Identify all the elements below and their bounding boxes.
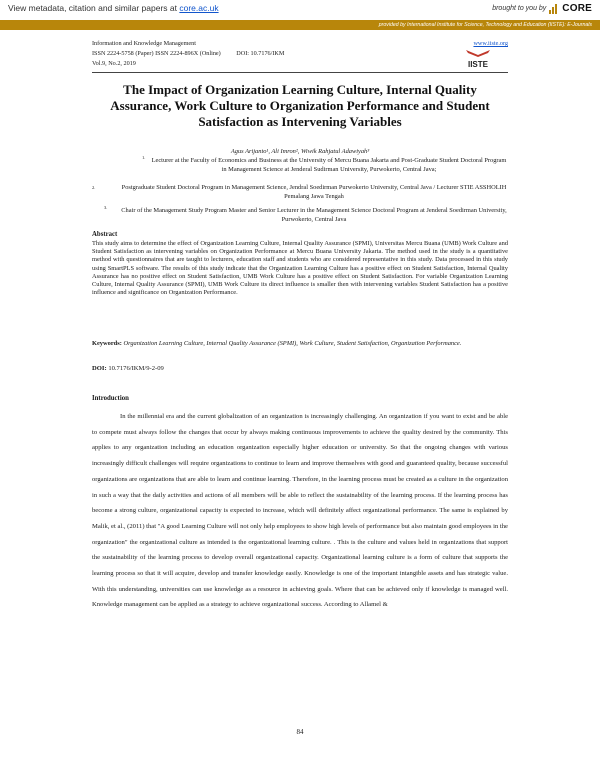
keywords-text: Organization Learning Culture, Internal Quality Assurance (SPMI), Work Culture, Student Satisfaction, Organization Performance.	[123, 340, 462, 347]
core-link-prefix: View metadata, citation and similar papers at	[8, 3, 177, 13]
issn-text: ISSN 2224-5758 (Paper) ISSN 2224-896X (Online)	[92, 50, 221, 57]
affiliation-2-number: 2.	[92, 185, 96, 190]
introduction-text: In the millennial era and the current globalization of an organization is increasingly challenging. An organization if you want to exist and be able to compete must always follow the changes that occur by always making continuous improvements to achieve the quality desired by the community. This applies to any organization including an education organization especially higher education or university. So that the ongoing changes with various increasingly difficult challenges will require organizations to continue to learn and improve themselves with good and guaranteed quality, because successful organizations are organizations that are able to learn and continue learning. Therefore, in the learning process must be created as a culture in the organization in such a way that the daily activities and actions of all members will be able to reflect the sustainability of the learning process. If the learning process has become a strong culture, organizational capacity is expected to increase, which will definitely affect organizational performance. The same is explained by Malik, et al., (2011) that "A good Learning Culture will not only help employees to show high levels of performance but also maintain good employees in the organization" the organizational culture as intended is the organizational learning culture. . This is the culture and values held in organizations that support the sustainability of the learning process to develop overall organizational capacity. Organizational learning culture is a form of culture that supports the learning process so that it will acquire, develop and transfer knowledge easily. Knowledge is one of the important intangible assets and has strategic value. With this understanding, universities can use knowledge as a resource in achieving goals. Where that can be achieved only if knowledge is managed well. Knowledge management can be applied as a strategy to achieve organizational success. According to Allamel &	[92, 413, 508, 609]
core-logo-icon	[549, 4, 559, 14]
keywords-label: Keywords	[92, 340, 120, 347]
journal-url-link[interactable]: www.iiste.org	[473, 40, 508, 47]
journal-issn	[92, 50, 284, 57]
paper-authors: Agus Arijanto¹, Ali Imron², Wiwik Rahjatul Adawiyah³	[230, 148, 370, 155]
core-logo-text: CORE	[562, 3, 592, 14]
core-link-anchor[interactable]: core.ac.uk	[179, 3, 219, 13]
doi-value: 10.7176/IKM/9-2-09	[108, 365, 164, 372]
abstract-text: This study aims to determine the effect of Organization Learning Culture, Internal Quality Assurance (SPMI), Universitas Mercu Buana (UMB) Work Culture and Student Satisfaction as intervening variables on Organization Performance at Mercu Buana University Jakarta. The method used in the study is a quantitative method with questionnaires that are taught to lecturers, education staff and students who are considered representative in this study. Data processed in this study using SmartPLS software. The results of this study indicate that the Organization Learning Culture has a positive effect on Student Satisfaction, Internal Quality Assurance has no positive effect on Student Satisfaction, UMB Work Culture has a positive effect on Student Satisfaction. For variable Organization Learning Culture, Internal Quality Assurance (SPMI), UMB Work Culture its direct influence is smaller then with intervening variables Student Satisfaction has a positive influence and significance on Organization Performance.	[92, 240, 508, 297]
paper-doi	[92, 365, 164, 372]
provided-by-bar	[0, 20, 600, 30]
affiliation-3: Chair of the Management Study Program Master and Senior Lecturer in the Management Science Doctoral Program at Jenderal Soedirman University, Purwokerto, Central Java	[121, 207, 507, 223]
header-divider	[92, 72, 508, 73]
core-brought-text: brought to you by	[492, 5, 547, 12]
introduction-heading: Introduction	[92, 395, 129, 402]
core-metadata-link[interactable]	[8, 3, 219, 13]
core-brought-by[interactable]	[492, 3, 592, 14]
affiliation-3-number: 3.	[104, 205, 108, 210]
provided-by-text[interactable]: provided by International Institute for Science, Technology and Education (IISTE): E-Journals	[378, 22, 592, 28]
abstract-heading: Abstract	[92, 231, 118, 238]
keywords: Keywords: Organization Learning Culture, Internal Quality Assurance (SPMI), Work Culture, Student Satisfaction, Organization Performance.	[92, 340, 462, 347]
journal-volume: Vol.9, No.2, 2019	[92, 60, 136, 67]
paper-title: The Impact of Organization Learning Culture, Internal Quality Assurance, Work Culture to Organization Performance and Student Satisfaction as Intervening Variables	[110, 82, 490, 129]
iiste-logo-icon	[464, 49, 492, 69]
affiliation-1-number: 1.	[142, 155, 146, 160]
journal-name: Information and Knowledge Management	[92, 40, 196, 47]
affiliation-1: Lecturer at the Faculty of Economics and Business at the University of Mercu Buana Jakarta and Post-Graduate Student Doctoral Program in Management Science at Jenderal Sudirman University, Purwokerto, Central Java;	[151, 157, 507, 173]
page-number: 84	[296, 728, 304, 736]
header-doi: DOI: 10.7176/IKM	[236, 50, 285, 57]
affiliation-2: Postgraduate Student Doctoral Program in Management Science, Jendral Soedirman Purwokerto University, Central Java / Lecturer STIE ASSHOLIH Pemalang Jawa Tengah	[121, 184, 507, 200]
doi-label: DOI:	[92, 365, 107, 372]
iiste-logo-text: IISTE	[467, 60, 489, 69]
